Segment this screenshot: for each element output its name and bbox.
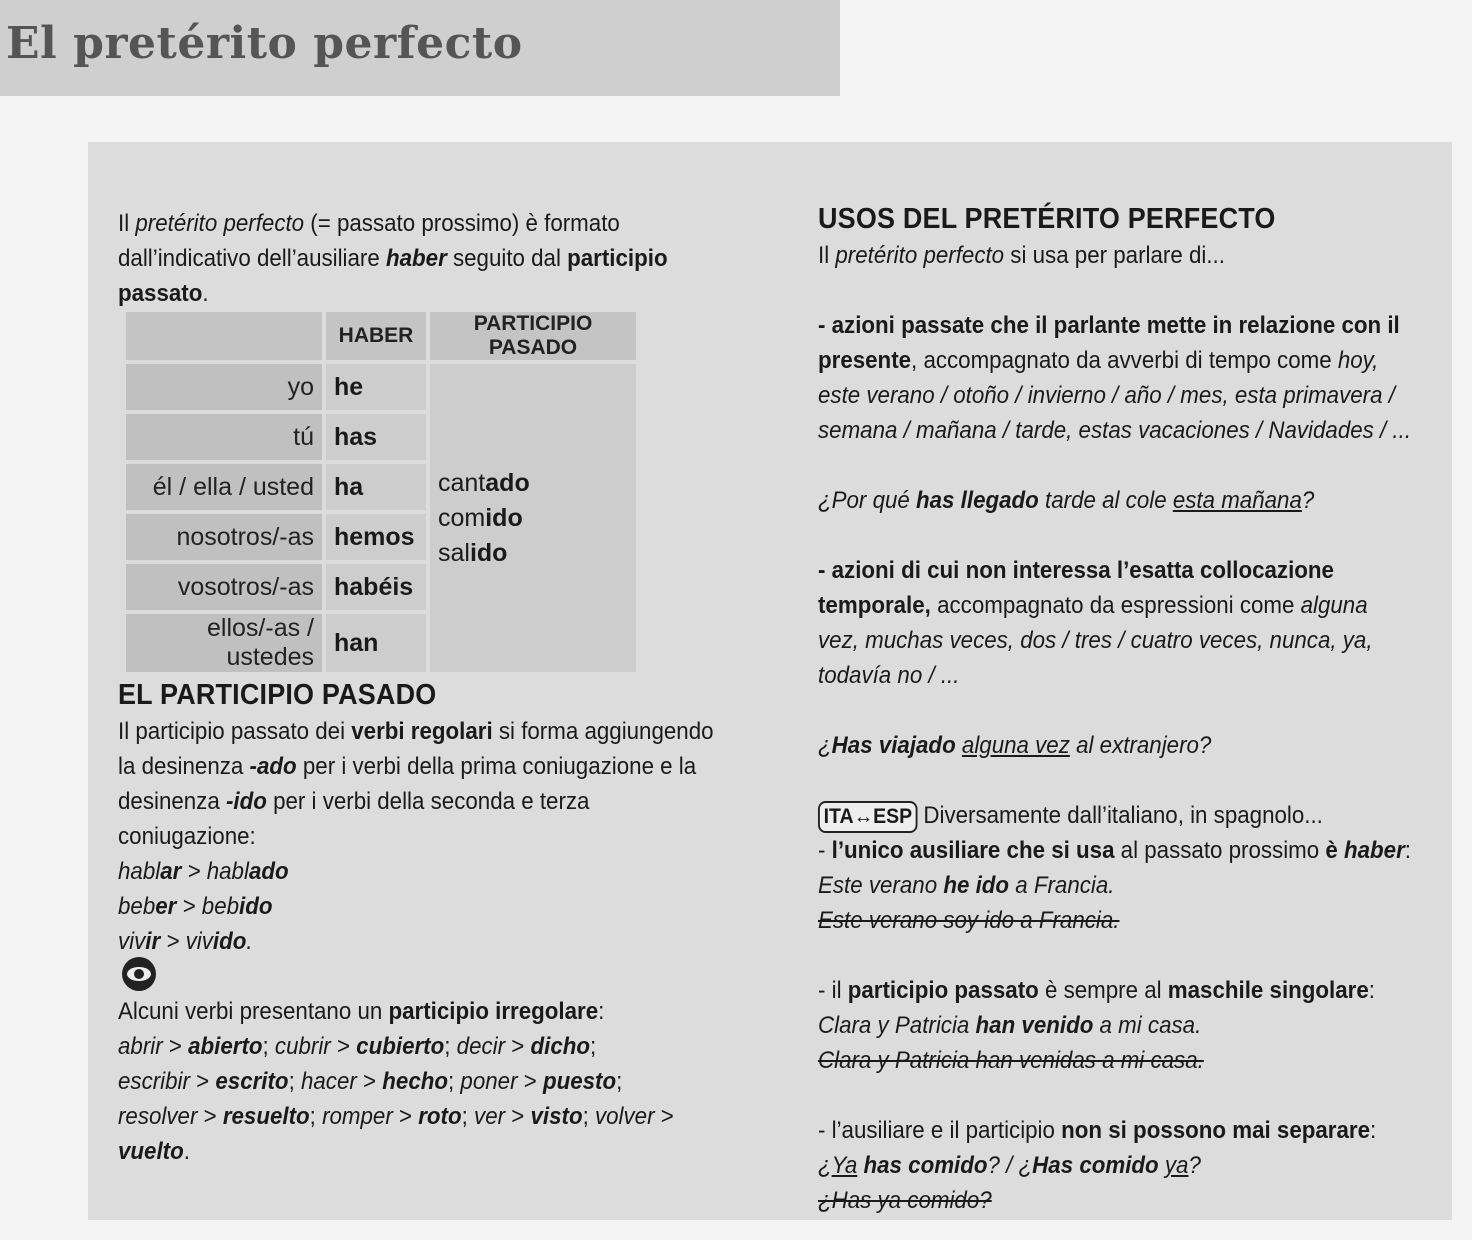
ita-esp-intro: ITA↔ESP Diversamente dall’italiano, in spagnolo... bbox=[818, 798, 1413, 833]
regular-example: beber > bebido bbox=[118, 893, 273, 920]
usos-intro: Il pretérito perfecto si usa per parlare di... bbox=[818, 242, 1225, 269]
ita-esp-point-3: - l’ausiliare e il participio non si possono mai separare: bbox=[818, 1117, 1377, 1144]
ita-esp-point-2: - il participio passato è sempre al maschile singolare: bbox=[818, 977, 1375, 1004]
pronoun-cell: vosotros/-as bbox=[126, 564, 322, 610]
ita-esp-badge: ITA↔ESP bbox=[818, 801, 918, 833]
usos-point-a: - azioni passate che il parlante mette in relazione con il presente, accompagnato da avverbi di tempo come hoy, este verano / otoño / invierno / año / mes, esta primavera / semana / mañana / tarde, estas vacaciones / Navidades / ... bbox=[818, 312, 1412, 444]
irregular-intro: Alcuni verbi presentano un participio irregolare: bbox=[118, 998, 605, 1025]
conjugation-table bbox=[122, 308, 640, 676]
table-header-blank bbox=[126, 312, 322, 360]
participle-cell bbox=[430, 364, 636, 672]
pronoun-cell: nosotros/-as bbox=[126, 514, 322, 560]
intro-paragraph: Il pretérito perfecto (= passato prossimo) è formato dall’indicativo dell’ausiliare haber seguito dal participio passato. bbox=[118, 210, 668, 307]
wrong-example: Este verano soy ido a Francia. bbox=[818, 907, 1120, 934]
participle-example: comido bbox=[438, 503, 523, 532]
participio-section bbox=[118, 676, 723, 959]
table-row bbox=[126, 364, 636, 410]
participle-example: cantado bbox=[438, 468, 530, 497]
irregular-line: resolver > resuelto; romper > roto; ver > visto; volver > vuelto. bbox=[118, 1103, 674, 1165]
right-column bbox=[818, 200, 1413, 1218]
page-title: El pretérito perfecto bbox=[6, 18, 523, 69]
irregular-section bbox=[118, 994, 732, 1169]
regular-example: vivir > vivido. bbox=[118, 928, 253, 955]
left-column bbox=[118, 206, 713, 311]
participle-example: salido bbox=[438, 538, 508, 567]
pronoun-cell: ellos/-as / ustedes bbox=[126, 614, 322, 672]
auxiliary-cell: han bbox=[326, 614, 426, 672]
participio-paragraph: Il participio passato dei verbi regolari si forma aggiungendo la desinenza -ado per i verbi della prima coniugazione e la desinenza -ido per i verbi della seconda e terza coniugazione: bbox=[118, 718, 714, 850]
eye-icon bbox=[118, 955, 160, 993]
usos-example-b: ¿Has viajado alguna vez al extranjero? bbox=[818, 732, 1212, 759]
table-header-participio: PARTICIPIO PASADO bbox=[430, 312, 636, 360]
ita-esp-example: Clara y Patricia han venido a mi casa. bbox=[818, 1012, 1202, 1039]
auxiliary-cell: hemos bbox=[326, 514, 426, 560]
table-header-haber: HABER bbox=[326, 312, 426, 360]
wrong-example: ¿Has ya comido? bbox=[818, 1187, 992, 1214]
regular-example: hablar > hablado bbox=[118, 858, 289, 885]
ita-esp-example: Este verano he ido a Francia. bbox=[818, 872, 1115, 899]
auxiliary-cell: habéis bbox=[326, 564, 426, 610]
pronoun-cell: él / ella / usted bbox=[126, 464, 322, 510]
participio-heading: EL PARTICIPIO PASADO bbox=[118, 679, 437, 711]
auxiliary-cell: ha bbox=[326, 464, 426, 510]
auxiliary-cell: has bbox=[326, 414, 426, 460]
usos-heading: USOS DEL PRETÉRITO PERFECTO bbox=[818, 203, 1276, 235]
pronoun-cell: tú bbox=[126, 414, 322, 460]
auxiliary-cell: he bbox=[326, 364, 426, 410]
usos-point-b: - azioni di cui non interessa l’esatta collocazione temporale, accompagnato da espressioni come alguna vez, muchas veces, dos / tres / cuatro veces, nunca, ya, todavía no / ... bbox=[818, 557, 1373, 689]
irregular-line: abrir > abierto; cubrir > cubierto; decir > dicho; bbox=[118, 1033, 597, 1060]
wrong-example: Clara y Patricia han venidas a mi casa. bbox=[818, 1047, 1204, 1074]
ita-esp-example: ¿Ya has comido? / ¿Has comido ya? bbox=[818, 1152, 1201, 1179]
irregular-line: escribir > escrito; hacer > hecho; poner > puesto; bbox=[118, 1068, 623, 1095]
ita-esp-point-1: - l’unico ausiliare che si usa al passato prossimo è haber: bbox=[818, 837, 1411, 864]
pronoun-cell: yo bbox=[126, 364, 322, 410]
usos-example-a: ¿Por qué has llegado tarde al cole esta mañana? bbox=[818, 487, 1315, 514]
